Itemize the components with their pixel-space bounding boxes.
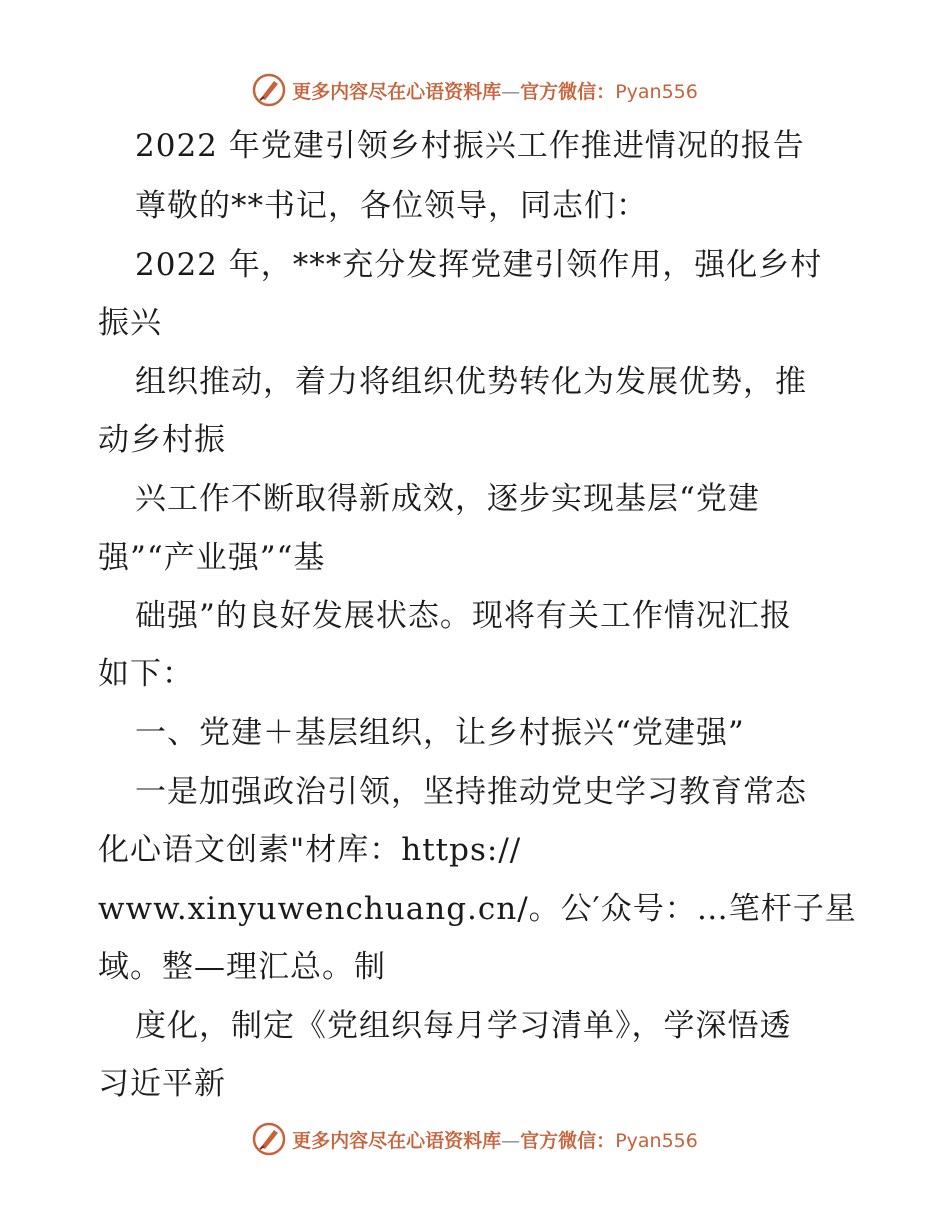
watermark-wechat-label: 官方微信： <box>520 1129 616 1152</box>
watermark-wechat-id: Pyan556 <box>615 1129 698 1152</box>
paragraph-line: 度化，制定《党组织每月学习清单》，学深悟透 <box>135 1008 792 1044</box>
watermark-text <box>292 1126 698 1153</box>
paragraph-line: 域。整—理汇总。制 <box>98 949 386 985</box>
section-heading: 一、党建＋基层组织，让乡村振兴“党建强” <box>135 715 745 751</box>
paragraph-line: 2022 年，***充分发挥党建引领作用，强化乡村 <box>135 247 823 283</box>
watermark-site-text: 更多内容尽在心语资料库 <box>292 1129 502 1152</box>
paragraph-line: 一是加强政治引领，坚持推动党史学习教育常态 <box>135 774 807 810</box>
watermark-banner-bottom <box>0 1119 950 1159</box>
salutation: 尊敬的**书记，各位领导，同志们： <box>135 188 648 224</box>
paragraph-line: 如下： <box>98 656 194 692</box>
paragraph-line: 强”“产业强”“基 <box>98 540 326 576</box>
paragraph-line: 习近平新 <box>98 1066 226 1102</box>
paragraph-line: 础强”的良好发展状态。现将有关工作情况汇报 <box>135 598 792 634</box>
paragraph-line: 兴工作不断取得新成效，逐步实现基层“党建 <box>135 481 760 517</box>
paragraph-line: 振兴 <box>98 305 162 341</box>
watermark-wechat-label: 官方微信： <box>520 80 616 103</box>
watermark-wechat-id: Pyan556 <box>615 80 698 103</box>
quill-pen-logo-icon <box>252 1122 286 1156</box>
watermark-site-text: 更多内容尽在心语资料库 <box>292 80 502 103</box>
paragraph-line: 组织推动，着力将组织优势转化为发展优势，推 <box>135 364 807 400</box>
watermark-separator: — <box>501 1129 521 1152</box>
paragraph-line: 动乡村振 <box>98 422 226 458</box>
paragraph-line: 化心语文创素"材库：https:// <box>98 832 522 868</box>
document-title: 2022 年党建引领乡村振兴工作推进情况的报告 <box>135 128 805 164</box>
watermark-separator: — <box>501 80 521 103</box>
paragraph-line: www.xinyuwenchuang.cn/。公′众号：…笔杆子星 <box>98 891 857 927</box>
